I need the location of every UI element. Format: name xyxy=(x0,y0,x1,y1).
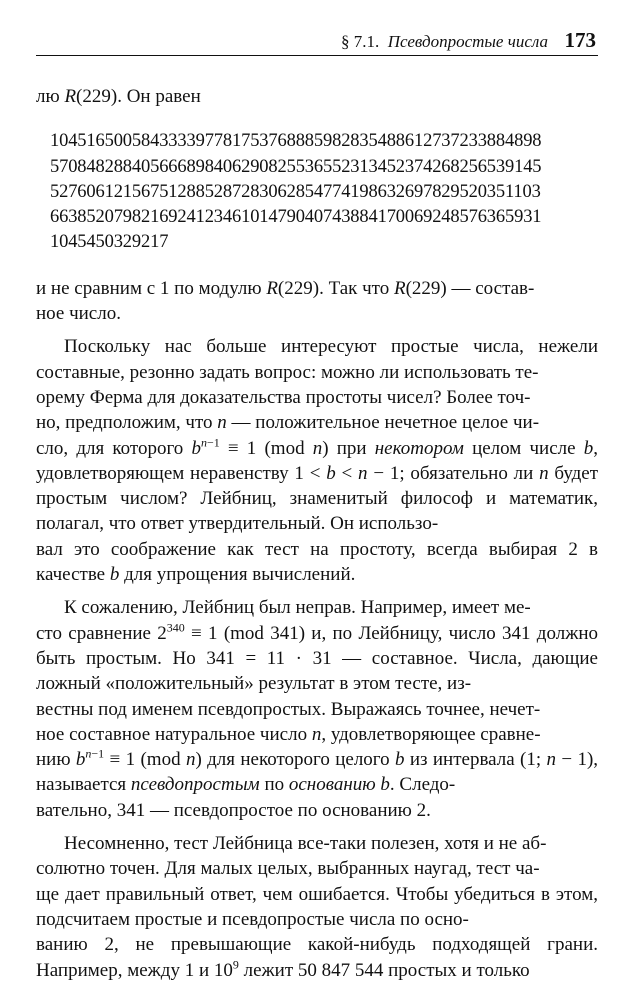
header-rule xyxy=(36,55,598,56)
section-title: Псевдопростые числа xyxy=(387,32,548,51)
number-line: 663852079821692412346101479040743884170069248576365931 xyxy=(50,207,542,228)
paragraph-1: и не сравним с 1 по модулю R(229). Так что R(229) — состав- ное число. xyxy=(36,277,535,325)
section-number: § 7.1. xyxy=(341,32,380,51)
number-line: 527606121567512885287283062854774198632697829520351103 xyxy=(50,181,541,202)
paragraph-3: К сожалению, Лейбниц был неправ. Например, имеет ме- сто сравнение $2^{340} \equiv 1$ (mod 341) и, по Лейбницу, число 341 должно быть простым. Но 341 = 11 · 31 — составное. Числа, дающие ложный «положительный» результат в этом тесте, из- вестны под именем псевдопростых. Выражаясь точнее, нечет- ное составное натуральное число n, удовлетворяющее сравне- нию $b^{n-1} \equiv 1$ (mod n) для некоторого целого b из интервала (1; n − 1), называется псевдопростым по основанию b. Следо- вательно, 341 — псевдопростое по основанию 2. xyxy=(36,597,599,821)
page-number: 173 xyxy=(564,28,596,52)
intro-line: лю R(229). Он равен xyxy=(36,86,201,107)
number-line: 104516500584333397781753768885982835488612737233884898 xyxy=(50,131,542,152)
large-number xyxy=(50,129,598,255)
paragraph-4: Несомненно, тест Лейбница все-таки полезен, хотя и не аб- солютно точен. Для малых целых, выбранных наугад, тест ча- ще дает правильный ответ, чем ошибается. Чтобы убедиться в этом, подсчитаем простые и псевдопростые числа по осно- ванию 2, не превышающие какой-нибудь подходящей грани. Например, между 1 и $10^9$ лежит 50 847 544 простых и только xyxy=(36,833,598,981)
paragraph-2: Поскольку нас больше интересуют простые числа, нежели составные, резонно задать вопрос: можно ли использовать те- орему Ферма для доказательства простоты чисел? Более точ- но, предположим, что n — положительное нечетное целое чи- сло, для которого $b^{n-1} \equiv 1$ (mod n) при некотором целом числе b, удовлетворяющем неравенству 1 < b < n − 1; обязательно ли n будет простым числом? Лейбниц, знаменитый философ и математик, полагал, что ответ утвердительный. Он использо- вал это соображение как тест на простоту, всегда выбирая 2 в качестве b для упрощения вычислений. xyxy=(36,336,599,586)
number-line: 1045450329217 xyxy=(50,232,169,253)
page-body xyxy=(36,84,598,983)
section-heading xyxy=(341,32,548,52)
number-line: 570848288405666898406290825536552313452374268256539145 xyxy=(50,156,542,177)
running-header xyxy=(36,26,598,52)
